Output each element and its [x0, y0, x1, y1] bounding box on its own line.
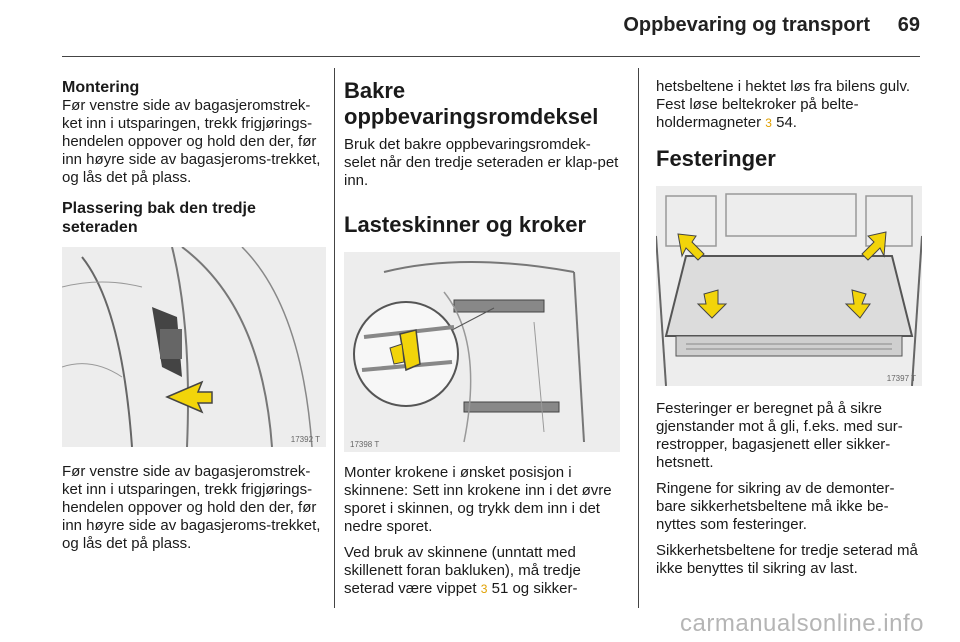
header-divider — [62, 56, 920, 57]
paragraph: Før venstre side av bagasjeromstrek-ket inn i utsparingen, trekk frigjørings-hendelen oppover og hold den der, før inn høyre side av bagasjeroms-trekket, og lås det på plass. — [62, 463, 321, 552]
paragraph: Sikkerhetsbeltene for tredje seterad må ikke benyttes til sikring av last. — [656, 542, 918, 577]
cargo-cover-illustration — [62, 247, 326, 447]
paragraph — [656, 78, 922, 132]
figure-lashing-eyes — [656, 186, 922, 386]
paragraph-text: Ved bruk av skinnene (unntatt med skillenett foran bakluken), må tredje seterad være vippet — [344, 544, 581, 597]
page-ref-icon: 3 — [480, 582, 488, 596]
page-number: 69 — [897, 14, 920, 36]
figure-label: 17392 T — [290, 435, 320, 444]
page-title: Oppbevaring og transport — [623, 14, 870, 36]
figure-label: 17397 T — [886, 374, 916, 383]
section-heading-bakre: Bakre oppbevaringsromdeksel — [344, 78, 599, 129]
load-rails-illustration — [344, 252, 620, 452]
paragraph — [344, 544, 620, 598]
paragraph: Monter krokene i ønsket posisjon i skinnene: Sett inn krokene inn i det øvre sporet i skinnen, og trykk dem inn i det nedre sporet. — [344, 464, 612, 535]
page-ref-icon: 3 — [765, 116, 772, 130]
figure-label: 17398 T — [350, 440, 380, 449]
paragraph: Bruk det bakre oppbevaringsromdek-selet når den tredje seteraden er klap-pet inn. — [344, 136, 619, 189]
column-1 — [62, 78, 326, 561]
section-heading-festeringer: Festeringer — [656, 146, 776, 171]
section-heading-lasteskinner: Lasteskinner og kroker — [344, 212, 587, 237]
figure-cargo-cover-mount — [62, 247, 326, 447]
column-divider — [334, 68, 335, 608]
paragraph: Før venstre side av bagasjeromstrek-ket inn i utsparingen, trekk frigjørings-hendelen oppover og hold den der, før inn høyre side av bagasjeroms-trekket, og lås det på plass. — [62, 97, 321, 186]
section-heading-plassering: Plassering bak den tredje seteraden — [62, 200, 256, 236]
paragraph-text: hetsbeltene i hektet løs fra bilens gulv. Fest løse beltekroker på belte-holdermagneter — [656, 78, 911, 131]
lashing-eyes-illustration — [656, 186, 922, 386]
column-divider — [638, 68, 639, 608]
section-heading-montering: Montering — [62, 79, 140, 96]
watermark-text: carmanualsonline.info — [680, 610, 924, 637]
column-2 — [344, 78, 620, 606]
figure-load-rails — [344, 252, 620, 452]
column-3 — [656, 78, 922, 586]
paragraph: Ringene for sikring av de demonter-bare sikkerhetsbeltene må ikke be-nyttes som festeringer. — [656, 480, 895, 533]
page-ref-text: 51 og sikker- — [491, 580, 578, 597]
page-ref-text: 54. — [776, 114, 797, 131]
paragraph: Festeringer er beregnet på å sikre gjenstander mot å gli, f.eks. med sur-restropper, bagasjenett eller sikker-hetsnett. — [656, 400, 903, 471]
